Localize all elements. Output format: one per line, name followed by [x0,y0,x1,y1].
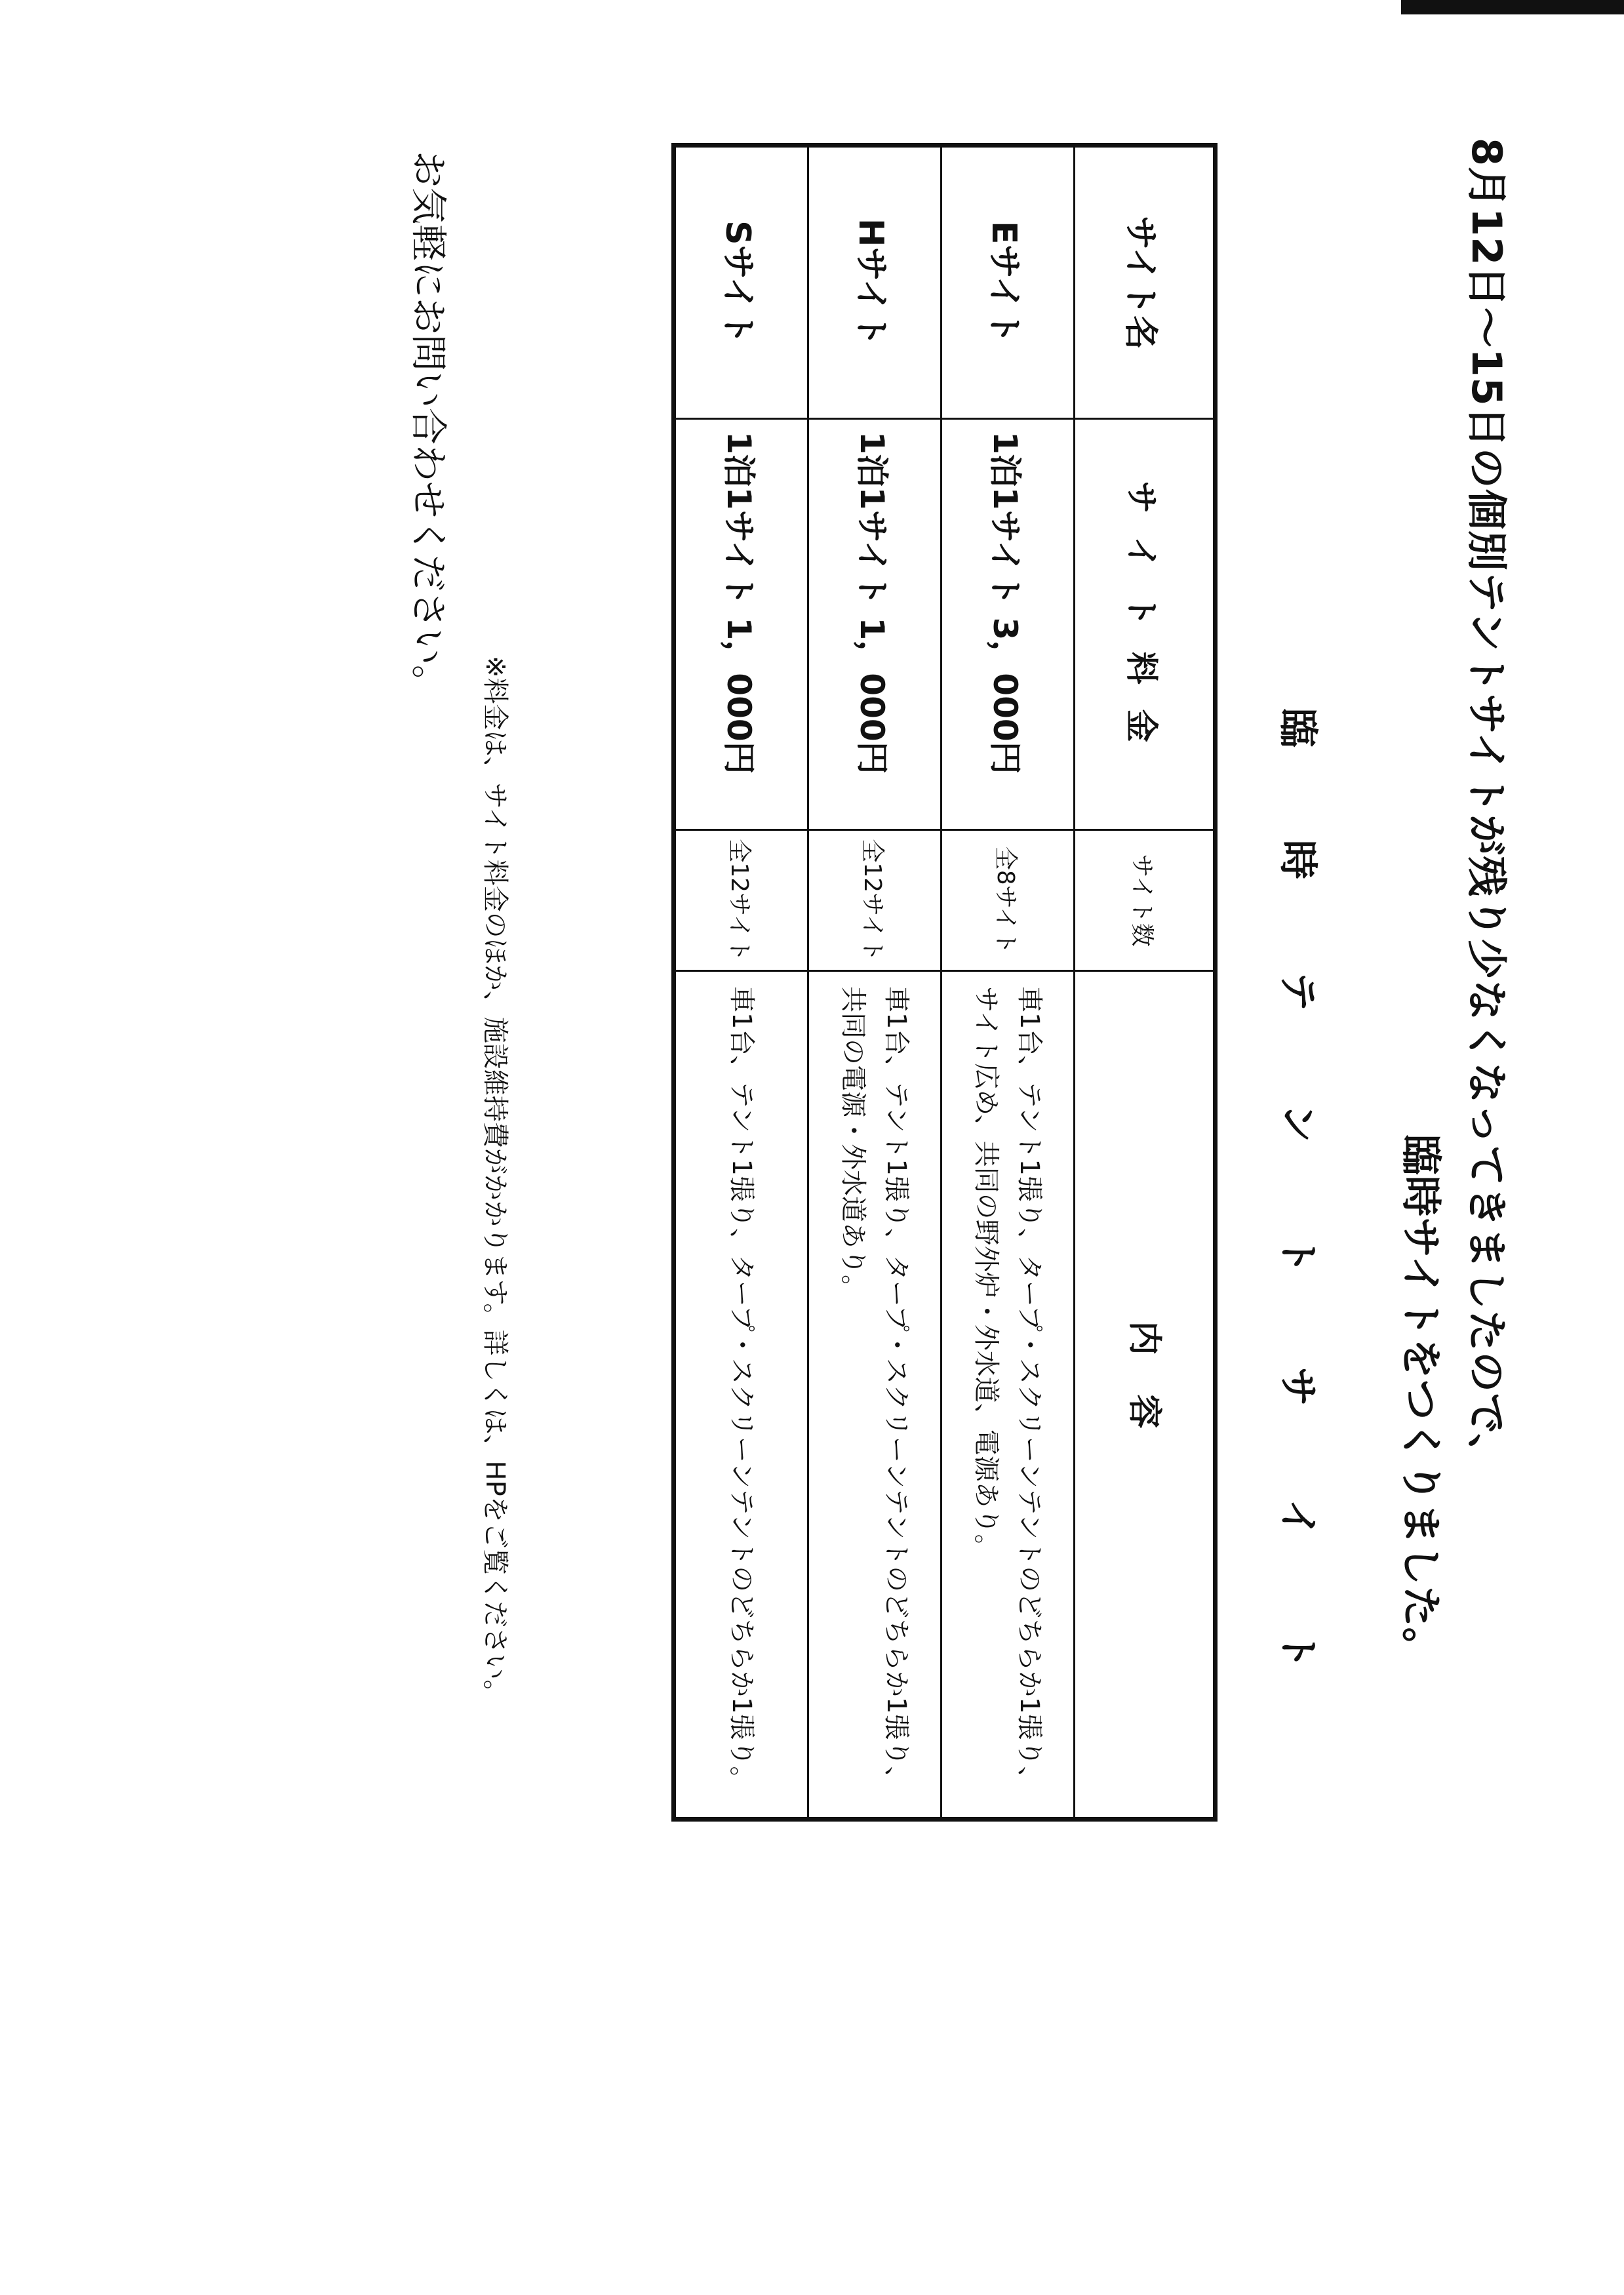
fee-note: ※料金は、サイト料金のほか、施設維持費がかかります。詳しくは、HPをご覧ください。 [480,656,510,1706]
description-line: 共同の電源・外水道あり。 [838,986,868,1301]
row-site-fee: 1泊1サイト 1，000円 [808,419,941,830]
header-site-name: サイト名 [1075,146,1216,419]
scan-edge-mark [1401,0,1624,14]
row-site-name: Sサイト [674,146,808,419]
row-description [941,971,1075,1820]
row-description [808,971,941,1820]
table-row [674,146,808,1820]
table-row [941,146,1075,1820]
closing-message: お気軽にお問い合わせください。 [406,151,449,702]
headline-line-1: 8月12日～15日の個別テントサイトが残り少なくなってきましたので、 [1463,138,1511,1475]
row-site-count: 全8サイト [941,830,1075,971]
row-site-fee: 1泊1サイト 1，000円 [674,419,808,830]
row-site-fee: 1泊1サイト 3，000円 [941,419,1075,830]
description-line: 車1台、テント1張り、タープ・スクリーンテントのどちらか1張り。 [726,986,757,1793]
row-description [674,971,808,1820]
table-header-row [1075,146,1216,1820]
table-row [808,146,941,1820]
row-site-count: 全12サイト [674,830,808,971]
description-line: 車1台、テント1張り、タープ・スクリーンテントのどちらか1張り、 [881,986,911,1793]
header-site-fee: サイト料金 [1075,419,1216,830]
site-table [671,143,1218,1822]
row-site-name: Hサイト [808,146,941,419]
row-site-count: 全12サイト [808,830,941,971]
description-line: 車1台、テント1張り、タープ・スクリーンテントのどちらか1張り、 [1014,986,1044,1793]
headline-line-2: 臨時サイトをつくりました。 [1397,1134,1445,1669]
row-site-name: Eサイト [941,146,1075,419]
header-site-count: サイト数 [1075,830,1216,971]
header-description: 内容 [1075,971,1216,1820]
description-line: サイト広め、共同の野外炉・外水道、電源あり。 [971,986,1001,1561]
table-title: 臨 時 テ ン ト サ イ ト [1275,708,1320,1709]
